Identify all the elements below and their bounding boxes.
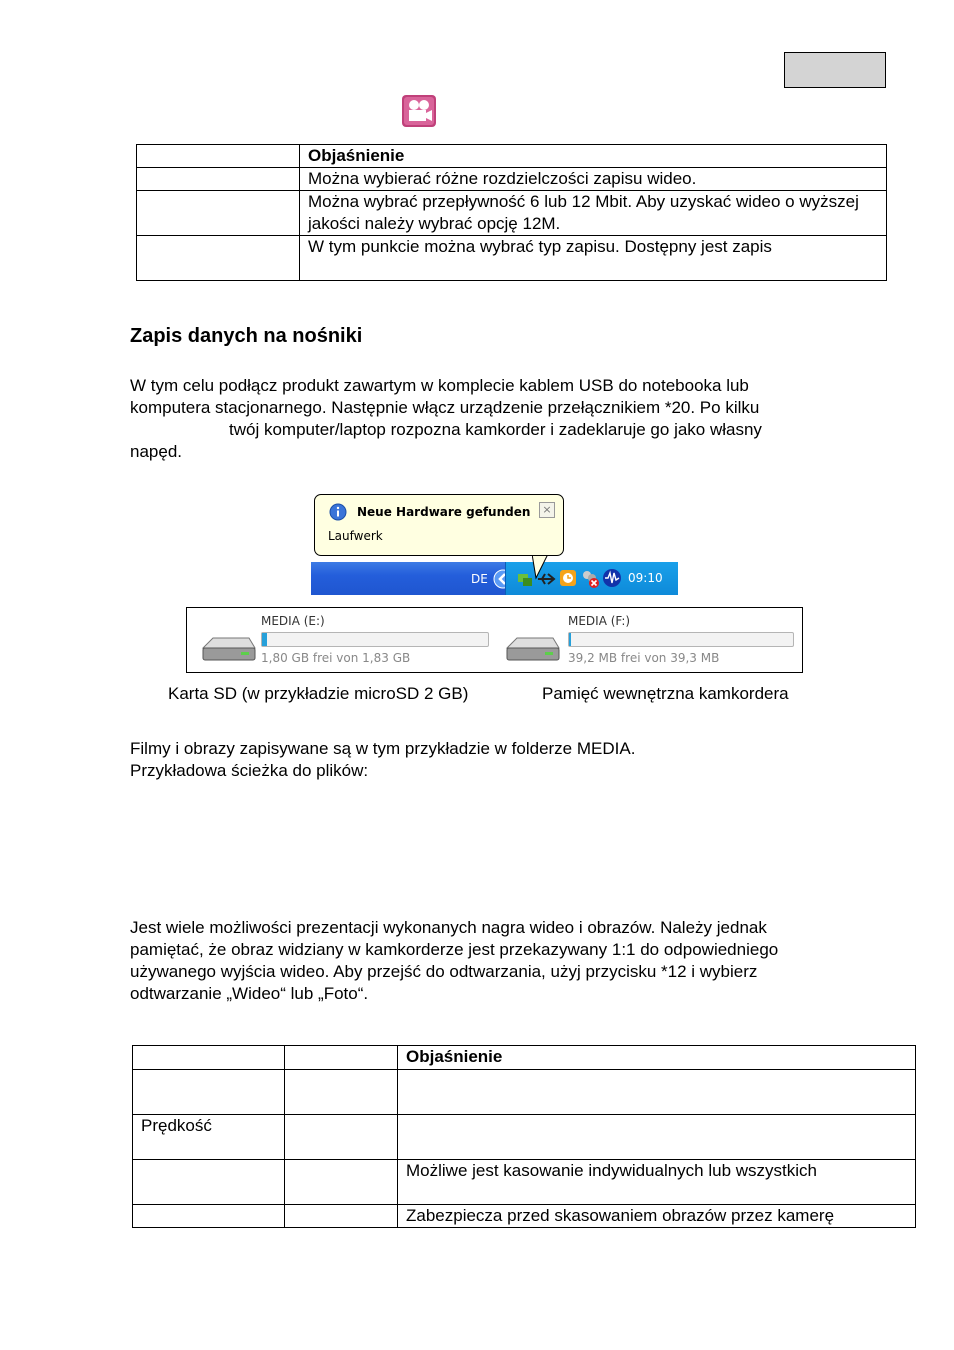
text-line: Przykładowa ścieżka do plików: (130, 761, 369, 780)
table-cell (285, 1160, 398, 1205)
balloon-tail (532, 552, 566, 580)
drive-usage-fill (569, 633, 571, 646)
table-cell (137, 168, 300, 191)
text-line: używanego wyjścia wideo. Aby przejść do odtwarzania, użyj przycisku *12 i wybierz (130, 962, 758, 981)
notification-balloon[interactable] (314, 494, 564, 556)
text-line: pamiętać, że obraz widziany w kamkorderze jest przekazywany 1:1 do odpowiedniego (130, 940, 779, 959)
drive-usage-bar (568, 632, 794, 647)
table-cell (285, 1115, 398, 1160)
table-cell: Zabezpiecza przed skasowaniem obrazów przez kamerę (398, 1205, 916, 1228)
table-row (137, 191, 887, 236)
text-line: odtwarzanie „Wideo“ lub „Foto“. (130, 984, 369, 1003)
table-row (133, 1160, 916, 1205)
table-header-row (133, 1046, 916, 1070)
text-line: komputera stacjonarnego. Następnie włącz urządzenie przełącznikiem *20. Po kilku (130, 398, 760, 417)
header-box (784, 52, 886, 88)
media-paragraph (130, 738, 890, 782)
info-icon (329, 503, 347, 521)
table-cell: Prędkość (133, 1115, 285, 1160)
video-camera-icon (402, 95, 436, 127)
table-cell (133, 1160, 285, 1205)
drive-usage-fill (262, 633, 267, 646)
drive-free-space: 39,2 MB frei von 39,3 MB (568, 651, 720, 665)
text-line: twój komputer/laptop rozpozna kamkorder i zadeklaruje go jako własny (229, 420, 762, 439)
table-cell (137, 145, 300, 168)
text-line: W tym celu podłącz produkt zawartym w komplecie kablem USB do notebooka lub (130, 376, 749, 395)
clock[interactable]: 09:10 (628, 571, 663, 585)
drive-item[interactable] (495, 608, 802, 672)
table-header-cell: Objaśnienie (300, 145, 887, 168)
close-button[interactable]: × (539, 502, 555, 518)
drive-name: MEDIA (E:) (261, 614, 325, 628)
settings-table (136, 144, 887, 281)
audio-wave-icon[interactable] (602, 568, 622, 588)
table-cell (285, 1205, 398, 1228)
text-line: napęd. (130, 442, 182, 461)
language-indicator[interactable]: DE (471, 572, 488, 586)
system-tray (505, 562, 678, 595)
drive-item[interactable] (187, 608, 494, 672)
usb-paragraph (130, 375, 890, 463)
table-row (133, 1070, 916, 1115)
section-heading: Zapis danych na nośniki (130, 325, 363, 347)
drive-usage-bar (261, 632, 489, 647)
table-header-row (137, 145, 887, 168)
disconnected-network-icon[interactable] (580, 569, 600, 589)
text-line: Jest wiele możliwości prezentacji wykonanych nagra wideo i obrazów. Należy jednak (130, 918, 767, 937)
playback-paragraph (130, 917, 890, 1005)
drive-icon (503, 634, 563, 664)
table-cell (137, 191, 300, 236)
table-cell (137, 236, 300, 281)
notification-text: Laufwerk (328, 529, 383, 543)
notification-title: Neue Hardware gefunden (357, 505, 531, 519)
table-row (137, 168, 887, 191)
table-row (137, 236, 887, 281)
table-row (133, 1205, 916, 1228)
table-header-cell: Objaśnienie (398, 1046, 916, 1070)
drive-icon (199, 634, 259, 664)
table-cell (398, 1115, 916, 1160)
text-line: Filmy i obrazy zapisywane są w tym przykładzie w folderze MEDIA. (130, 739, 636, 758)
table-cell (133, 1046, 285, 1070)
caption-internal-memory: Pamięć wewnętrzna kamkordera (542, 684, 789, 703)
caption-sd-card: Karta SD (w przykładzie microSD 2 GB) (168, 684, 469, 703)
table-cell: Można wybrać przepływność 6 lub 12 Mbit. Aby uzyskać wideo o wyższej jakości należy wybrać opcję 12M. (300, 191, 887, 236)
table-cell: W tym punkcie można wybrać typ zapisu. Dostępny jest zapis (300, 236, 887, 281)
playback-table (132, 1045, 916, 1228)
table-cell (398, 1070, 916, 1115)
drive-free-space: 1,80 GB frei von 1,83 GB (261, 651, 411, 665)
table-cell (285, 1070, 398, 1115)
table-cell (285, 1046, 398, 1070)
table-row (133, 1115, 916, 1160)
table-cell (133, 1070, 285, 1115)
table-cell (133, 1205, 285, 1228)
drive-name: MEDIA (F:) (568, 614, 631, 628)
drives-panel (186, 607, 803, 673)
table-cell: Można wybierać różne rozdzielczości zapisu wideo. (300, 168, 887, 191)
table-cell: Możliwe jest kasowanie indywidualnych lub wszystkich (398, 1160, 916, 1205)
